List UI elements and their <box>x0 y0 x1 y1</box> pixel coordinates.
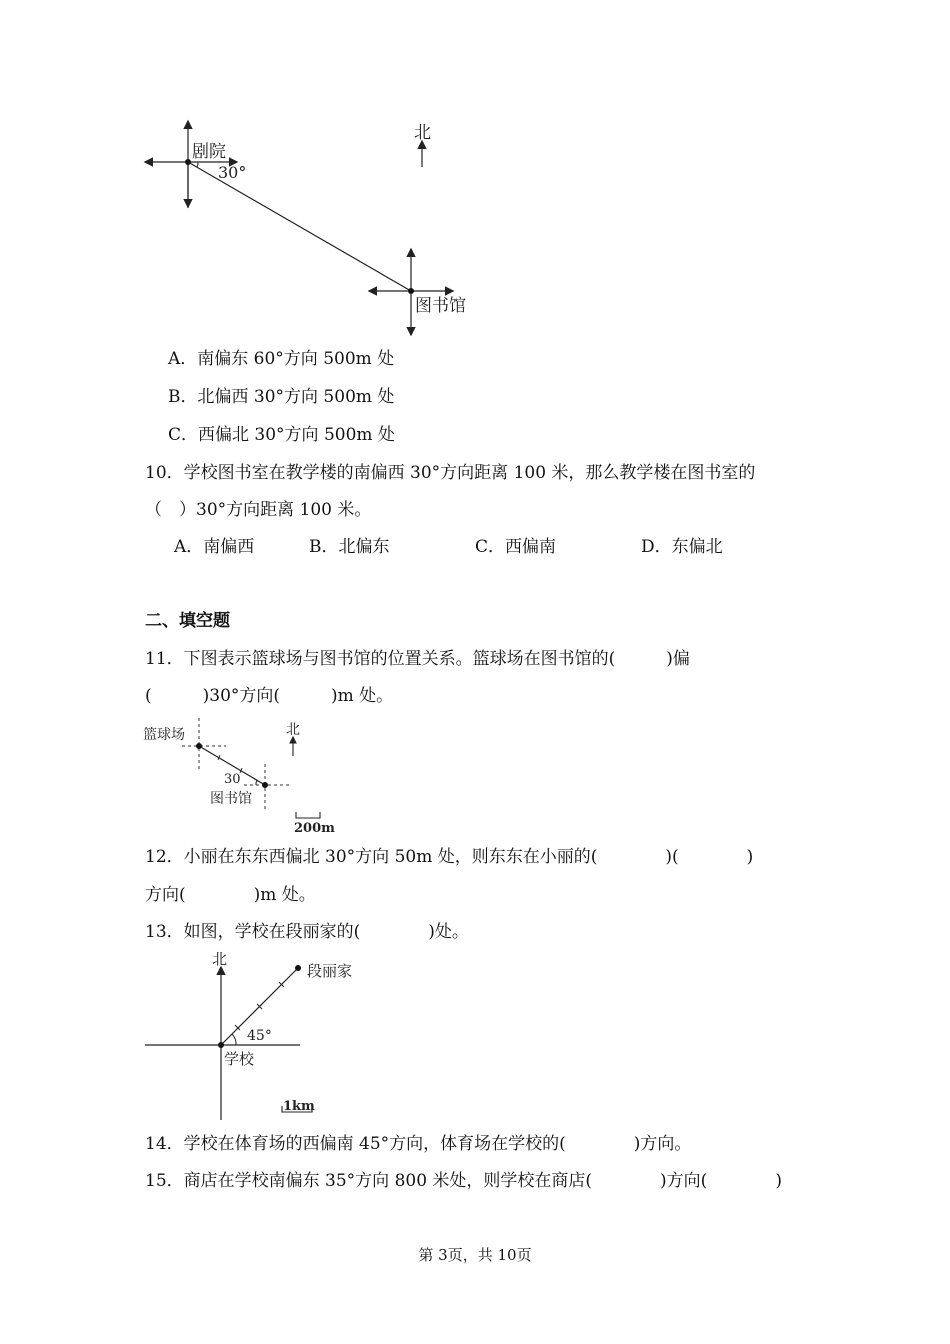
q9-option-c[interactable]: C．西偏北 30°方向 500m 处 <box>168 425 395 445</box>
north-label: 北 <box>414 123 431 143</box>
q14-text: 14．学校在体育场的西偏南 45°方向，体育场在学校的( )方向。 <box>145 1134 692 1154</box>
north-label: 北 <box>212 950 228 968</box>
q12-line2: 方向( )m 处。 <box>145 885 316 905</box>
q11-line2: ( )30°方向( )m 处。 <box>145 686 394 706</box>
library-point <box>408 288 414 294</box>
scale-label: 200m <box>294 821 335 836</box>
library-label: 图书馆 <box>415 296 466 316</box>
q10-option-a[interactable]: A．南偏西 <box>174 537 255 557</box>
figure-school-home <box>140 946 370 1124</box>
q9-option-b[interactable]: B．北偏西 30°方向 500m 处 <box>168 387 395 407</box>
figure-theater-library <box>140 110 480 340</box>
north-label: 北 <box>286 722 300 738</box>
figure-court-library <box>140 712 350 838</box>
q15-text: 15．商店在学校南偏东 35°方向 800 米处，则学校在商店( )方向( ) <box>145 1171 782 1191</box>
scale-label: 1km <box>283 1099 315 1114</box>
q10-line2: （ ）30°方向距离 100 米。 <box>145 500 372 520</box>
q10-option-b[interactable]: B．北偏东 <box>309 537 390 557</box>
q10-option-d[interactable]: D．东偏北 <box>641 537 723 557</box>
court-point <box>196 743 202 749</box>
angle-arc <box>197 162 198 167</box>
q10-line1: 10．学校图书室在教学楼的南偏西 30°方向距离 100 米，那么教学楼在图书室的 <box>145 463 756 483</box>
section-title: 二、填空题 <box>145 611 230 631</box>
angle-arc <box>232 1034 236 1045</box>
theater-label: 剧院 <box>192 142 226 162</box>
angle-label: 30 <box>224 772 241 787</box>
angle-arc <box>256 780 257 785</box>
home-label: 段丽家 <box>307 962 353 980</box>
library-point <box>262 782 268 788</box>
school-point <box>218 1042 224 1048</box>
school-label: 学校 <box>224 1050 255 1068</box>
page-footer: 第 3页，共 10页 <box>418 1246 532 1264</box>
angle-label: 30° <box>218 163 247 182</box>
q13-text: 13．如图，学校在段丽家的( )处。 <box>145 922 469 942</box>
q9-option-a[interactable]: A．南偏东 60°方向 500m 处 <box>168 349 395 369</box>
home-point <box>295 965 301 971</box>
q12-line1: 12．小丽在东东西偏北 30°方向 50m 处，则东东在小丽的( )( ) <box>145 847 754 867</box>
library-label: 图书馆 <box>210 791 252 807</box>
angle-label: 45° <box>247 1028 272 1044</box>
q10-option-c[interactable]: C．西偏南 <box>475 537 557 557</box>
court-label: 篮球场 <box>143 727 185 743</box>
q11-line1: 11．下图表示篮球场与图书馆的位置关系。篮球场在图书馆的( )偏 <box>145 649 690 669</box>
scale-bar <box>296 812 320 818</box>
